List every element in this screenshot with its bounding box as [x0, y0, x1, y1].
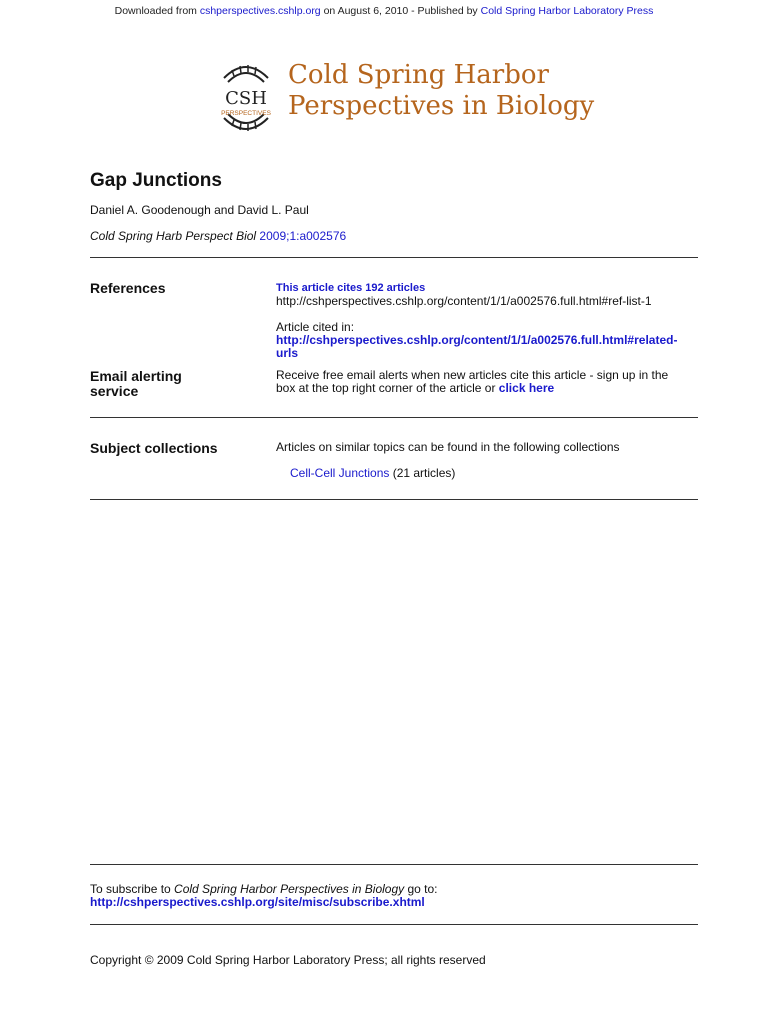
publisher-link[interactable]: Cold Spring Harbor Laboratory Press [480, 5, 654, 17]
download-notice [0, 5, 768, 17]
collection-item [290, 467, 714, 480]
download-middle: on August 6, 2010 - Published by [320, 5, 481, 17]
citation-link[interactable]: 2009;1:a002576 [259, 229, 347, 243]
article-title: Gap Junctions [90, 170, 222, 191]
click-here-link[interactable]: click here [498, 381, 555, 395]
subscribe-link[interactable]: http://cshperspectives.cshlp.org/site/misc/subscribe.xhtml [90, 895, 425, 909]
email-alert-label-line1: Email alerting [90, 368, 182, 384]
subscribe-suffix: go to: [404, 882, 438, 896]
copyright-notice: Copyright © 2009 Cold Spring Harbor Laboratory Press; all rights reserved [90, 953, 486, 967]
download-prefix: Downloaded from [114, 5, 200, 17]
email-alert-text [276, 369, 700, 395]
subject-collections-label: Subject collections [90, 440, 218, 456]
csh-seal-icon [210, 58, 282, 138]
references-content [276, 281, 700, 360]
subject-collections-intro: Articles on similar topics can be found in the following collections [276, 440, 620, 454]
email-alert-line2: box at the top right corner of the article or [276, 381, 499, 395]
divider [90, 499, 698, 500]
article-authors: Daniel A. Goodenough and David L. Paul [90, 203, 309, 217]
cites-link[interactable]: This article cites 192 articles [276, 282, 426, 294]
subscribe-prefix: To subscribe to [90, 882, 175, 896]
refs-url: http://cshperspectives.cshlp.org/content/1/1/a002576.full.html#ref-list-1 [276, 294, 652, 308]
article-citation [90, 229, 346, 243]
email-alert-label [90, 369, 182, 399]
related-url-line2: urls [276, 346, 299, 360]
collection-count: (21 articles) [389, 466, 456, 480]
journal-logo [210, 50, 595, 146]
logo-line2: Perspectives in Biology [288, 91, 595, 121]
related-urls-link[interactable] [276, 334, 700, 360]
subscribe-block [90, 883, 438, 909]
email-alert-label-line2: service [90, 383, 139, 399]
references-label: References [90, 280, 166, 296]
divider [90, 864, 698, 865]
journal-abbrev: Cold Spring Harb Perspect Biol [90, 229, 257, 243]
logo-line1: Cold Spring Harbor [288, 60, 549, 90]
email-alert-line1: Receive free email alerts when new articles cite this article - sign up in the [276, 368, 669, 382]
divider [90, 417, 698, 418]
related-url-line1: http://cshperspectives.cshlp.org/content/1/1/a002576.full.html#related- [276, 333, 678, 347]
divider [90, 924, 698, 925]
collection-link[interactable]: Cell-Cell Junctions [290, 466, 390, 480]
cited-in-label: Article cited in: [276, 320, 355, 334]
seal-text: CSH [225, 88, 267, 109]
logo-wordmark [288, 60, 594, 122]
subscribe-journal: Cold Spring Harbor Perspectives in Biology [174, 882, 405, 896]
divider [90, 257, 698, 258]
seal-sub: PERSPECTIVES [221, 110, 271, 117]
site-link[interactable]: cshperspectives.cshlp.org [199, 5, 321, 17]
